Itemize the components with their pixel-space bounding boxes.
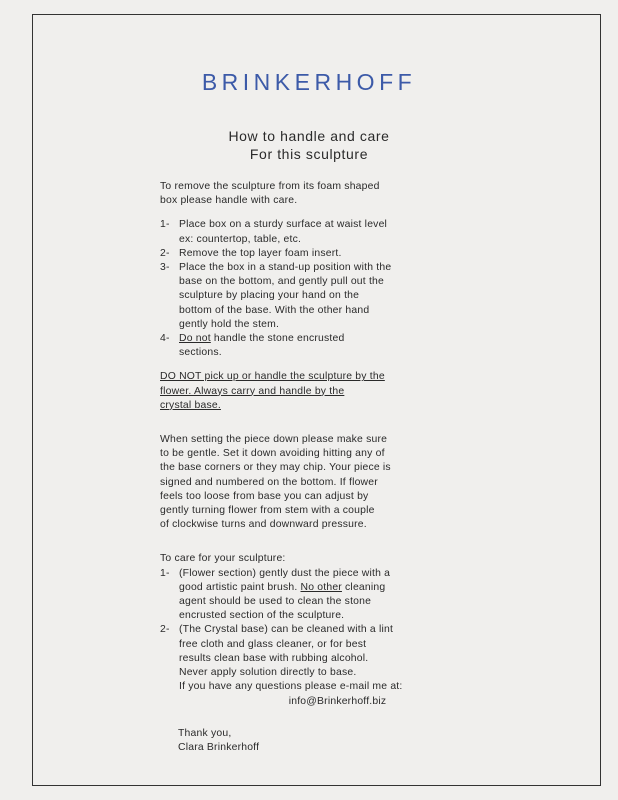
warning-line: DO NOT pick up or handle the sculpture by the xyxy=(160,371,385,383)
step-line: Place box on a sturdy surface at waist level xyxy=(179,219,388,231)
closing xyxy=(160,727,460,755)
care-line: agent should be used to clean the stone xyxy=(179,596,372,608)
care-item xyxy=(160,623,460,694)
title-line-1: How to handle and care xyxy=(228,128,390,144)
step-item xyxy=(160,261,460,332)
care-text: cleaning xyxy=(341,581,386,593)
step-text: handle the stone encrusted xyxy=(210,333,345,345)
step-number: 4- xyxy=(160,333,170,345)
setting-paragraph xyxy=(160,433,460,532)
care-line: If you have any questions please e-mail me at: xyxy=(179,681,403,693)
email-address[interactable]: info@Brinkerhoff.biz xyxy=(288,695,387,707)
intro-paragraph xyxy=(160,180,460,208)
instructions-body xyxy=(160,180,460,755)
brand-logo: BRINKERHOFF xyxy=(201,69,417,95)
step-line: base on the bottom, and gently pull out the xyxy=(179,276,385,288)
care-heading: To care for your sculpture: xyxy=(160,553,286,565)
care-line: results clean base with rubbing alcohol. xyxy=(179,652,369,664)
care-number: 1- xyxy=(160,567,170,579)
step-line: sections. xyxy=(179,347,222,359)
care-line: encrusted section of the sculpture. xyxy=(179,610,345,622)
setting-line: When setting the piece down please make sure xyxy=(160,434,388,446)
care-line: (Flower section) gently dust the piece with a xyxy=(179,567,391,579)
care-line: Never apply solution directly to base. xyxy=(179,667,357,679)
warning-paragraph xyxy=(160,370,460,413)
intro-line: To remove the sculpture from its foam shaped xyxy=(160,181,380,192)
warning-line: crystal base. xyxy=(160,399,221,411)
care-line: free cloth and glass cleaner, or for best xyxy=(179,638,367,650)
underlined-text: No other xyxy=(300,581,342,593)
care-text: good artistic paint brush. xyxy=(179,581,301,593)
title-line-2: For this sculpture xyxy=(249,146,369,162)
setting-line: signed and numbered on the bottom. If flower xyxy=(160,476,378,488)
step-line: gently hold the stem. xyxy=(179,318,280,330)
signature-name: Clara Brinkerhoff xyxy=(178,741,260,753)
step-line: Place the box in a stand-up position with the xyxy=(179,262,392,274)
setting-line: gently turning flower from stem with a couple xyxy=(160,505,375,517)
step-number: 1- xyxy=(160,219,170,231)
warning-line: flower. Always carry and handle by the xyxy=(160,385,345,397)
step-item xyxy=(160,218,460,246)
step-number: 2- xyxy=(160,247,170,259)
step-line xyxy=(179,332,460,346)
setting-line: of clockwise turns and downward pressure. xyxy=(160,519,367,531)
step-line: ex: countertop, table, etc. xyxy=(179,233,302,245)
care-item xyxy=(160,567,460,624)
page-title xyxy=(0,127,618,163)
underlined-text: Do not xyxy=(179,333,211,345)
step-line: sculpture by placing your hand on the xyxy=(179,290,360,302)
step-line: bottom of the base. With the other hand xyxy=(179,304,370,316)
step-item xyxy=(160,247,460,261)
step-number: 3- xyxy=(160,262,170,274)
setting-line: to be gentle. Set it down avoiding hitting any of xyxy=(160,448,385,460)
step-item xyxy=(160,332,460,360)
setting-line: feels too loose from base you can adjust by xyxy=(160,490,369,502)
care-line xyxy=(179,581,460,595)
steps-list xyxy=(160,218,460,360)
care-number: 2- xyxy=(160,624,170,636)
care-line: (The Crystal base) can be cleaned with a lint xyxy=(179,624,394,636)
intro-line: box please handle with care. xyxy=(160,195,298,207)
closing-line: Thank you, xyxy=(178,727,232,739)
step-line: Remove the top layer foam insert. xyxy=(179,247,342,259)
setting-line: the base corners or they may chip. Your piece is xyxy=(160,462,391,474)
